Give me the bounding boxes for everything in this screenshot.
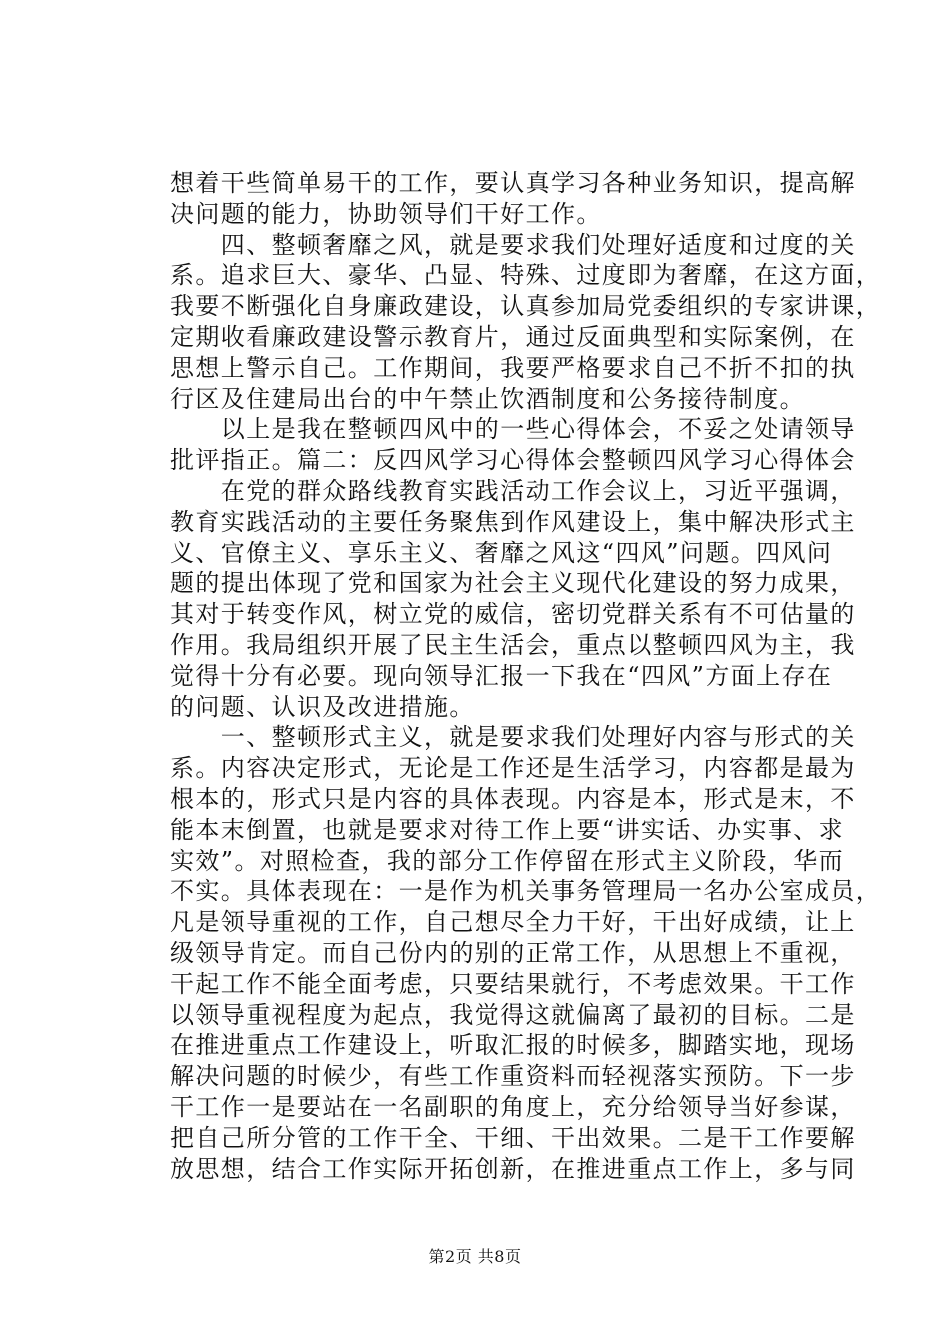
text-line: 干工作一是要站在一名副职的角度上，充分给领导当好参谋，: [170, 1092, 856, 1121]
text-line: 其对于转变作风，树立党的威信，密切党群关系有不可估量的: [170, 600, 856, 629]
text-line: 凡是领导重视的工作，自己想尽全力干好，干出好成绩，让上: [170, 908, 856, 937]
text-line: 系。内容决定形式，无论是工作还是生活学习，内容都是最为: [170, 754, 856, 783]
text-line: 想着干些简单易干的工作，要认真学习各种业务知识，提高解: [170, 169, 856, 197]
text-line: 实效”。对照检查，我的部分工作停留在形式主义阶段，华而: [170, 846, 845, 875]
text-line: 批评指正。篇二：反四风学习心得体会整顿四风学习心得体会: [170, 446, 856, 475]
text-line: 以领导重视程度为起点，我觉得这就偏离了最初的目标。二是: [170, 1000, 856, 1029]
text-line: 以上是我在整顿四风中的一些心得体会，不妥之处请领导: [170, 415, 856, 444]
text-line: 觉得十分有必要。现向领导汇报一下我在“四风”方面上存在: [170, 661, 833, 690]
text-line: 作用。我局组织开展了民主生活会，重点以整顿四风为主，我: [170, 630, 856, 659]
text-line: 教育实践活动的主要任务聚焦到作风建设上，集中解决形式主: [170, 507, 856, 536]
text-line: 义、官僚主义、享乐主义、奢靡之风这“四风”问题。四风问: [170, 538, 833, 567]
text-line: 级领导肯定。而自己份内的别的正常工作，从思想上不重视，: [170, 938, 856, 967]
text-line: 把自己所分管的工作干全、干细、干出效果。二是干工作要解: [170, 1123, 856, 1152]
text-line: 系。追求巨大、豪华、凸显、特殊、过度即为奢靡，在这方面，: [170, 261, 882, 290]
text-line: 解决问题的时候少，有些工作重资料而轻视落实预防。下一步: [170, 1062, 856, 1091]
page-number-footer: 第2页 共8页: [428, 1247, 522, 1266]
text-line: 我要不断强化自身廉政建设，认真参加局党委组织的专家讲课，: [170, 292, 882, 321]
text-line: 的问题、认识及改进措施。: [170, 692, 475, 721]
text-line: 在推进重点工作建设上，听取汇报的时候多，脚踏实地，现场: [170, 1031, 856, 1060]
text-line: 能本末倒置，也就是要求对待工作上要“讲实话、办实事、求: [170, 815, 845, 844]
text-line: 在党的群众路线教育实践活动工作会议上，习近平强调，: [170, 476, 856, 505]
text-line: 题的提出体现了党和国家为社会主义现代化建设的努力成果，: [170, 569, 856, 598]
text-line: 定期收看廉政建设警示教育片，通过反面典型和实际案例，在: [170, 322, 856, 351]
text-line: 放思想，结合工作实际开拓创新，在推进重点工作上，多与同: [170, 1154, 856, 1183]
text-line: 行区及住建局出台的中午禁止饮酒制度和公务接待制度。: [170, 384, 805, 413]
document-body: [170, 168, 882, 1184]
text-line: 四、整顿奢靡之风，就是要求我们处理好适度和过度的关: [170, 230, 856, 259]
text-line: 思想上警示自己。工作期间，我要严格要求自己不折不扣的执: [170, 353, 856, 382]
text-line: 不实。具体表现在：一是作为机关事务管理局一名办公室成员，: [170, 877, 882, 906]
text-line: 根本的，形式只是内容的具体表现。内容是本，形式是末，不: [170, 784, 856, 813]
text-line: 决问题的能力，协助领导们干好工作。: [170, 199, 602, 228]
text-line: 一、整顿形式主义，就是要求我们处理好内容与形式的关: [170, 723, 856, 752]
text-line: 干起工作不能全面考虑，只要结果就行，不考虑效果。干工作: [170, 969, 856, 998]
